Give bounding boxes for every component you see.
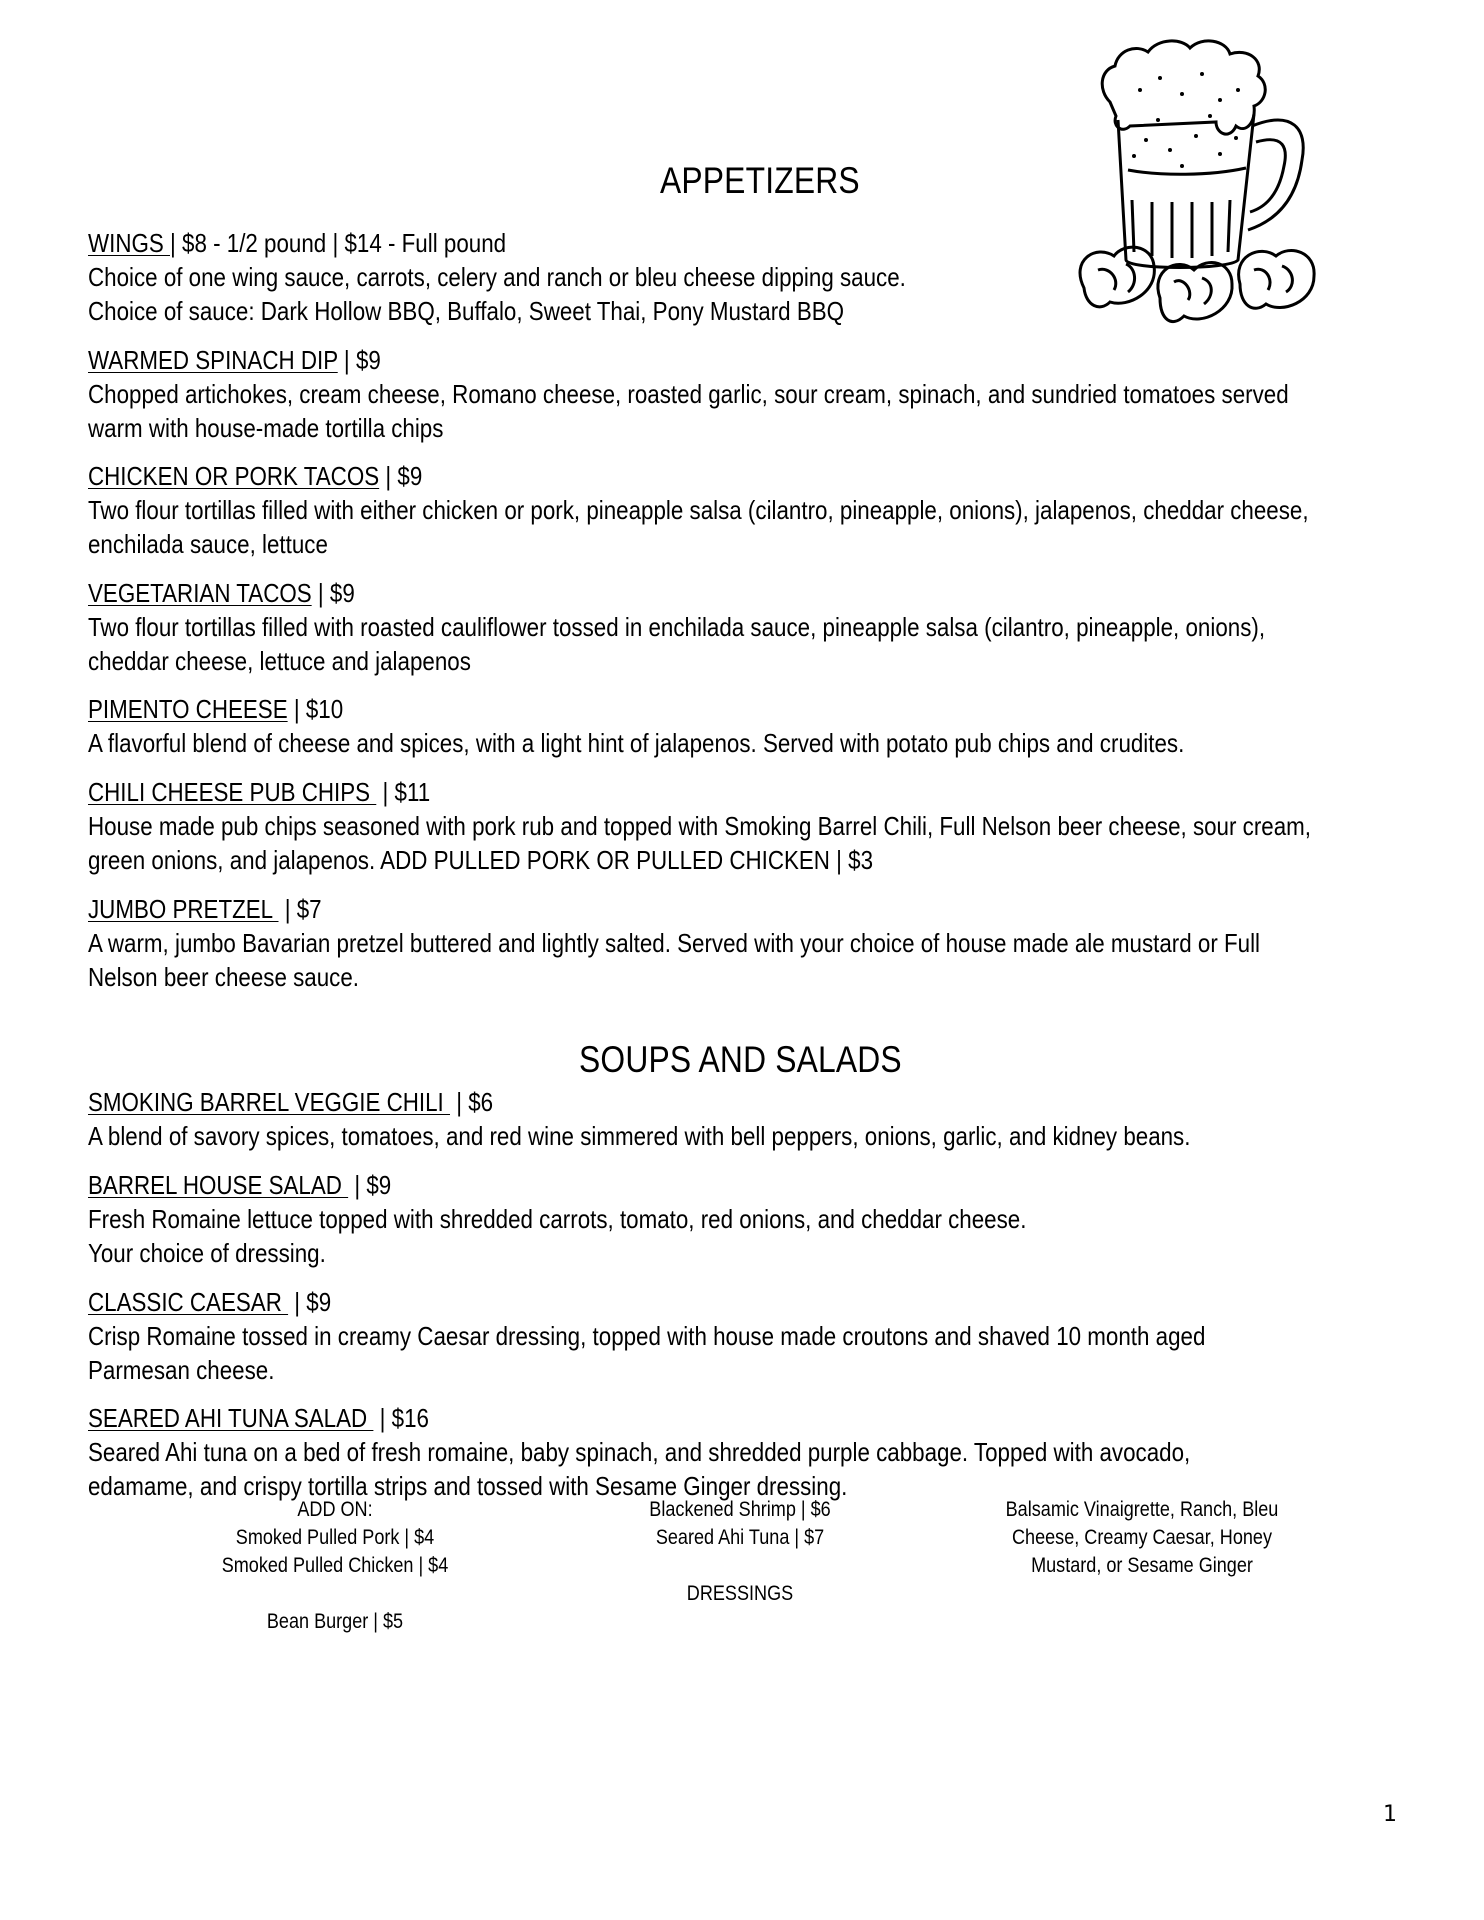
addon-spacer	[206, 1580, 464, 1608]
menu-item-barrel-house-salad	[88, 1168, 1408, 1270]
addon-column-seafood	[611, 1496, 869, 1608]
item-description: Seared Ahi tuna on a bed of fresh romaine, baby spinach, and shredded purple cabbage. Topped with avocado,	[88, 1437, 1191, 1467]
item-price: | $10	[287, 694, 344, 724]
item-description: Chopped artichokes, cream cheese, Romano cheese, roasted garlic, sour cream, spinach, and sundried tomatoes served	[88, 379, 1289, 409]
item-name: JUMBO PRETZEL	[88, 894, 279, 924]
item-price: | $7	[278, 894, 322, 924]
item-description: Parmesan cheese.	[88, 1355, 275, 1385]
item-description: Your choice of dressing.	[88, 1238, 326, 1268]
item-description: Choice of sauce: Dark Hollow BBQ, Buffalo, Sweet Thai, Pony Mustard BBQ	[88, 296, 845, 326]
item-description: Crisp Romaine tossed in creamy Caesar dressing, topped with house made croutons and shaved 10 month aged	[88, 1321, 1206, 1351]
item-price: | $11	[376, 777, 431, 807]
menu-item-vegetarian-tacos	[88, 576, 1408, 678]
addon-item: Blackened Shrimp | $6	[649, 1498, 831, 1521]
item-price: | $16	[373, 1403, 429, 1433]
item-name: WINGS	[88, 228, 170, 258]
item-description: House made pub chips seasoned with pork rub and topped with Smoking Barrel Chili, Full Nelson beer cheese, sour cream,	[88, 811, 1311, 841]
dressings-heading: DRESSINGS	[686, 1582, 794, 1605]
addon-spacer	[611, 1552, 869, 1580]
item-price: | $6	[449, 1087, 494, 1117]
menu-item-pimento-cheese	[88, 692, 1408, 760]
item-name: SEARED AHI TUNA SALAD	[88, 1403, 374, 1433]
addon-item: Smoked Pulled Chicken | $4	[221, 1554, 449, 1577]
item-description: Two flour tortillas filled with either chicken or pork, pineapple salsa (cilantro, pineapple, onions), jalapenos, cheddar cheese,	[88, 495, 1309, 525]
item-name: BARREL HOUSE SALAD	[88, 1170, 349, 1200]
addon-item: Smoked Pulled Pork | $4	[235, 1526, 435, 1549]
item-name: WARMED SPINACH DIP	[88, 345, 338, 375]
page-number: 1	[1383, 1802, 1397, 1827]
menu-item-smoking-barrel-veggie-chili	[88, 1085, 1408, 1153]
item-description: Nelson beer cheese sauce.	[88, 962, 359, 992]
menu-item-jumbo-pretzel	[88, 892, 1408, 994]
item-price: | $9	[379, 461, 423, 491]
item-price: | $9	[288, 1287, 332, 1317]
item-name: CHILI CHEESE PUB CHIPS	[88, 777, 377, 807]
item-name: VEGETARIAN TACOS	[88, 578, 312, 608]
section-title-appetizers: APPETIZERS	[660, 160, 860, 201]
menu-item-wings	[88, 226, 1408, 328]
menu-item-chicken-or-pork-tacos	[88, 459, 1408, 561]
item-description: Fresh Romaine lettuce topped with shredded carrots, tomato, red onions, and cheddar cheese.	[88, 1204, 1027, 1234]
item-price: | $9	[311, 578, 355, 608]
item-description: Choice of one wing sauce, carrots, celery and ranch or bleu cheese dipping sauce.	[88, 262, 906, 292]
item-description: enchilada sauce, lettuce	[88, 529, 328, 559]
item-description: A warm, jumbo Bavarian pretzel buttered and lightly salted. Served with your choice of house made ale mustard or Full	[88, 928, 1261, 958]
item-description: warm with house-made tortilla chips	[88, 413, 444, 443]
item-name: SMOKING BARREL VEGGIE CHILI	[88, 1087, 450, 1117]
dressing-list: Mustard, or Sesame Ginger	[1031, 1554, 1253, 1577]
addon-heading: ADD ON:	[297, 1498, 373, 1521]
item-price: | $9	[348, 1170, 392, 1200]
item-name: PIMENTO CHEESE	[88, 694, 288, 724]
addon-item: Seared Ahi Tuna | $7	[655, 1526, 825, 1549]
item-description: A flavorful blend of cheese and spices, with a light hint of jalapenos. Served with potato pub chips and crudites.	[88, 728, 1185, 758]
addon-column-dressings	[996, 1496, 1288, 1580]
item-name: CLASSIC CAESAR	[88, 1287, 289, 1317]
item-description: edamame, and crispy tortilla strips and tossed with Sesame Ginger dressing.	[88, 1471, 848, 1501]
item-description: Two flour tortillas filled with roasted cauliflower tossed in enchilada sauce, pineapple salsa (cilantro, pineapple, onions),	[88, 612, 1266, 642]
menu-item-seared-ahi-tuna-salad	[88, 1401, 1408, 1503]
menu-item-warmed-spinach-dip	[88, 343, 1408, 445]
menu-item-classic-caesar	[88, 1285, 1408, 1387]
item-description: cheddar cheese, lettuce and jalapenos	[88, 646, 471, 676]
dressing-list: Balsamic Vinaigrette, Ranch, Bleu	[1005, 1498, 1279, 1521]
item-name: CHICKEN OR PORK TACOS	[88, 461, 380, 491]
dressing-list: Cheese, Creamy Caesar, Honey	[1012, 1526, 1272, 1549]
item-price: | $9	[337, 345, 381, 375]
item-description: green onions, and jalapenos. ADD PULLED PORK OR PULLED CHICKEN | $3	[88, 845, 874, 875]
menu-item-chili-cheese-pub-chips	[88, 775, 1408, 877]
addon-item: Bean Burger | $5	[266, 1610, 404, 1633]
addon-column-meats	[206, 1496, 464, 1636]
section-title-soups-and-salads: SOUPS AND SALADS	[579, 1039, 902, 1080]
item-description: A blend of savory spices, tomatoes, and red wine simmered with bell peppers, onions, garlic, and kidney beans.	[88, 1121, 1191, 1151]
item-price: | $8 - 1/2 pound | $14 - Full pound	[169, 228, 507, 258]
